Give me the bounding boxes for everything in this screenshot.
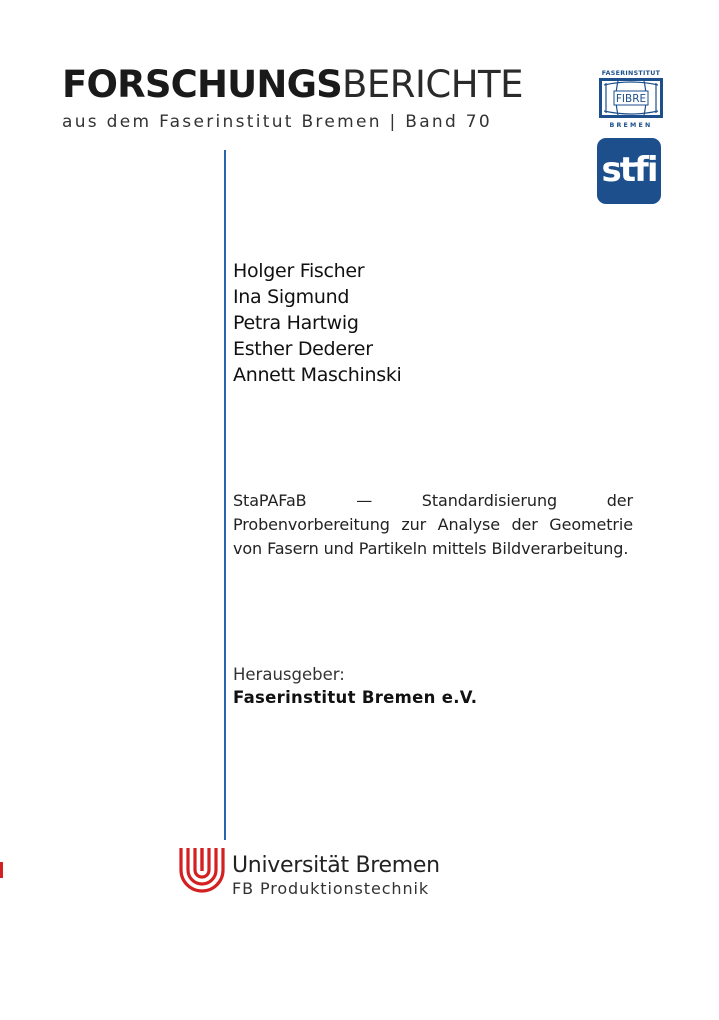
author-name: Petra Hartwig <box>233 312 359 334</box>
publisher-label: Herausgeber: <box>233 665 345 684</box>
series-title-bold: FORSCHUNGS <box>62 63 343 106</box>
author-name: Annett Maschinski <box>233 364 402 386</box>
university-logo-icon <box>178 846 226 894</box>
stfi-logo <box>597 138 661 204</box>
series-title <box>62 63 524 106</box>
fibre-logo-mid-text: FIBRE <box>615 93 647 105</box>
series-title-light: BERICHTE <box>342 63 524 106</box>
author-list <box>233 258 402 388</box>
vertical-rule <box>224 150 226 840</box>
university-department: FB Produktionstechnik <box>232 879 430 898</box>
series-subtitle: aus dem Faserinstitut Bremen | Band 70 <box>62 112 493 132</box>
author-name: Holger Fischer <box>233 260 365 282</box>
fibre-logo <box>596 68 666 130</box>
author-name: Esther Dederer <box>233 338 373 360</box>
author-name: Ina Sigmund <box>233 286 350 308</box>
fibre-logo-bottom-text: BREMEN <box>609 122 653 129</box>
edge-mark <box>0 862 3 878</box>
report-title: StaPAFaB — Standardisierung der Probenvorbereitung zur Analyse der Geometrie von Fasern und Partikeln mittels Bildverarbeitung. <box>233 491 633 558</box>
publisher-name: Faserinstitut Bremen e.V. <box>233 688 478 707</box>
university-name: Universität Bremen <box>232 853 440 878</box>
fibre-logo-top-text: FASERINSTITUT <box>601 70 661 77</box>
stfi-logo-text: stfi <box>601 150 657 190</box>
